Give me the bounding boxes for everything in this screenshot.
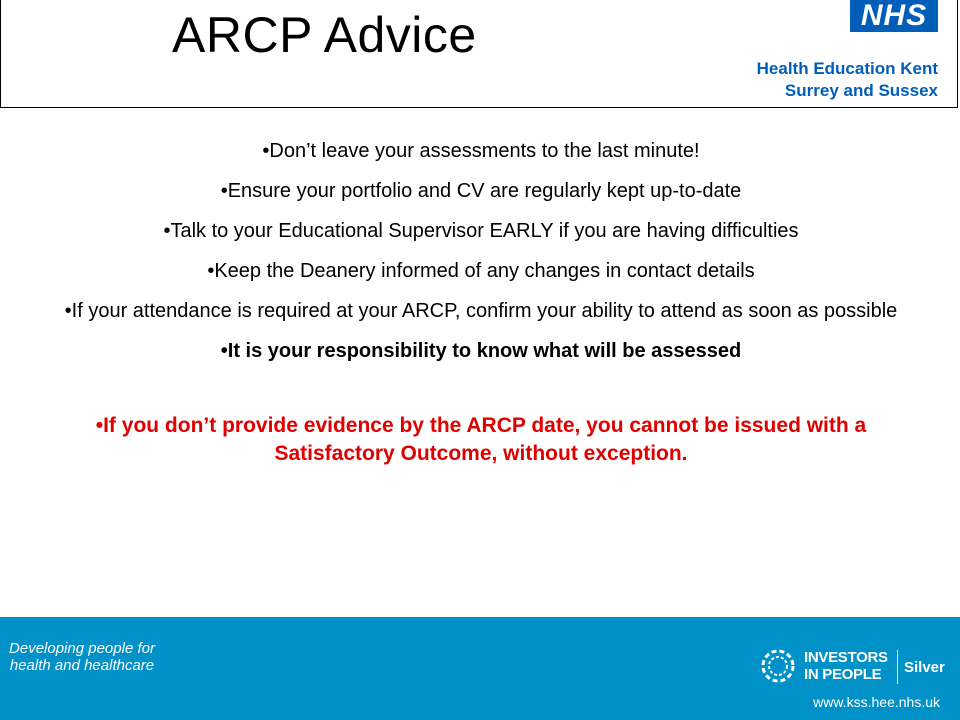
badge-line1: INVESTORS bbox=[804, 649, 888, 666]
advice-item: •Don’t leave your assessments to the last minute! bbox=[262, 140, 700, 162]
advice-list bbox=[60, 138, 902, 482]
advice-item: •Keep the Deanery informed of any changes in contact details bbox=[207, 260, 755, 282]
laurel-ring-icon bbox=[758, 646, 798, 686]
website-link[interactable]: www.kss.hee.nhs.uk bbox=[813, 694, 940, 710]
footer-tagline: Developing people for health and healthcare bbox=[9, 640, 155, 674]
org-name-line2: Surrey and Sussex bbox=[784, 81, 938, 100]
nhs-logo: NHS bbox=[850, 0, 938, 32]
badge-text bbox=[804, 649, 888, 683]
slide-title: ARCP Advice bbox=[172, 7, 477, 63]
badge-level: Silver bbox=[904, 659, 945, 676]
investors-in-people-badge bbox=[758, 646, 945, 688]
advice-item: •Talk to your Educational Supervisor EARLY if you are having difficulties bbox=[163, 220, 799, 242]
advice-item-emphasis: •It is your responsibility to know what will be assessed bbox=[220, 340, 742, 362]
badge-line2: IN PEOPLE bbox=[804, 666, 882, 683]
advice-item: •If your attendance is required at your ARCP, confirm your ability to attend as soon as possible bbox=[64, 300, 898, 322]
warning-text: •If you don’t provide evidence by the ARCP date, you cannot be issued with a Satisfactory Outcome, without exception. bbox=[95, 414, 867, 465]
org-name-line1: Health Education Kent bbox=[756, 59, 938, 78]
badge-divider bbox=[897, 650, 898, 684]
advice-item: •Ensure your portfolio and CV are regularly kept up-to-date bbox=[220, 180, 742, 202]
